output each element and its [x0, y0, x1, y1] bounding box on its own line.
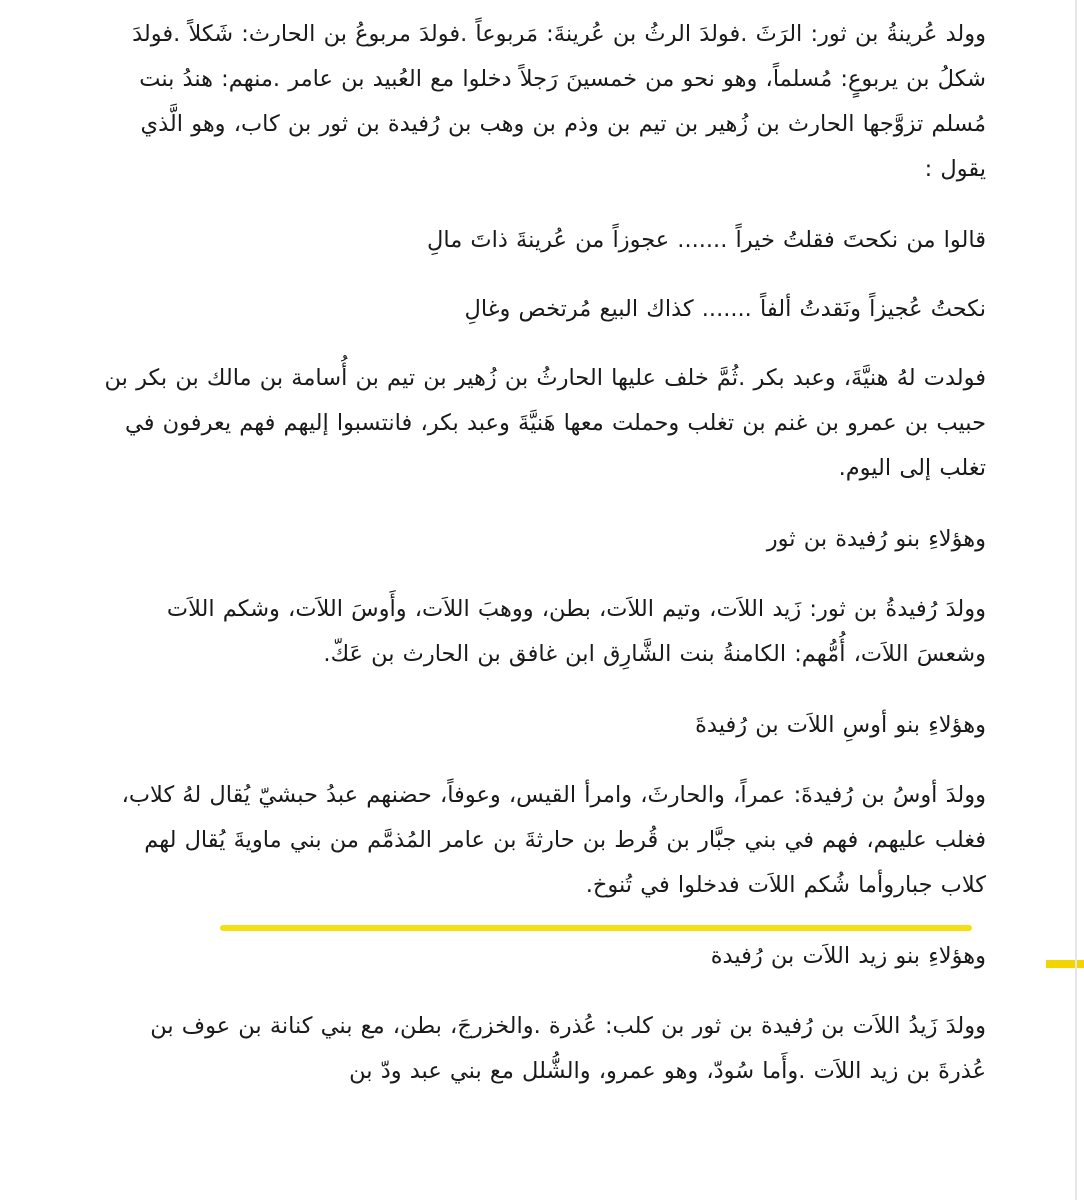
- paragraph-urayna-lineage: وولد عُرينةُ بن ثور: الرَثَ .فولدَ الرثُ بن عُرينةَ: مَربوعاً .فولدَ مربوعُ بن الحارث: شَكلاً .فولدَ شكلُ بن يربوعٍ: مُسلماً، وهو نحو من خمسينَ رَجلاً دخلوا مع العُبيد بن عامر .منهم: هندُ بنت مُسلم تزوَّجها الحارث بن زُهير بن تيم بن وذم بن وهب بن رُفيدة بن ثور بن كاب، وهو الَّذي يقول :: [132, 21, 986, 182]
- paragraph-zayd-sons: وولدَ زَيدُ اللاَت بن رُفيدة بن ثور بن كلب: عُذرة .والخزرجَ، بطن، مع بني كنانة بن عوف بن عُذرةَ بن زيد اللاَت .وأَما سُودّ، وهو عمرو، والشُّلل مع بني عبد ودّ بن: [150, 1013, 986, 1084]
- section-heading-aws-allat: وهؤلاءِ بنو أوسِ اللاَت بن رُفيدةَ: [695, 712, 986, 738]
- highlight-underline: [220, 925, 972, 931]
- section-heading-zayd-allat: وهؤلاءِ بنو زيد اللاَت بن رُفيدة: [710, 943, 986, 969]
- paragraph-haniyya: فولدت لهُ هنيَّةَ، وعبد بكر .ثُمَّ خلف عليها الحارثُ بن زُهير بن تيم بن أُسامة بن مالك بن بكر بن حبيب بن عمرو بن غنم بن تغلب وحملت معها هَنيَّةَ وعبد بكر، فانتسبوا إليهم فهم يعرفون في تغلب إلى اليوم.: [104, 365, 986, 481]
- verse-line-1: قالوا من نكحتَ فقلتُ خيراً ....... عجوزاً من عُرينةَ ذاتَ مالِ: [427, 227, 986, 253]
- paragraph-aws-sons: وولدَ أوسُ بن رُفيدةَ: عمراً، والحارثَ، وامرأ القيس، وعوفاً، حضنهم عبدُ حبشيّ يُقال لهُ كلاب، فغلب عليهم، فهم في بني جبَّار بن قُرط بن حارثةَ بن عامر المُذمَّم من بني ماويةَ يُقال لهم كلاب جباروأما شُكم اللاَت فدخلوا في تُنوخ.: [121, 782, 986, 898]
- page-edge-divider: [1075, 0, 1077, 1200]
- verse-line-2: نكحتُ عُجيزاً ونَقدتُ ألفاً ....... كذاك البيع مُرتخص وغالِ: [464, 296, 986, 322]
- page-marker: [1046, 960, 1084, 968]
- document-body: [100, 12, 986, 1120]
- paragraph-rufayda-sons: وولدَ رُفيدةُ بن ثور: زَيد اللاَت، وتيم اللاَت، بطن، ووهبَ اللاَت، وأَوسَ اللاَت، وشكم اللاَت وشعسَ اللاَت، أُمُّهم: الكامنةُ بنت الشَّارِق ابن غافق بن الحارث بن عَكّ.: [166, 596, 986, 667]
- section-heading-rufayda: وهؤلاءِ بنو رُفيدة بن ثور: [766, 526, 986, 552]
